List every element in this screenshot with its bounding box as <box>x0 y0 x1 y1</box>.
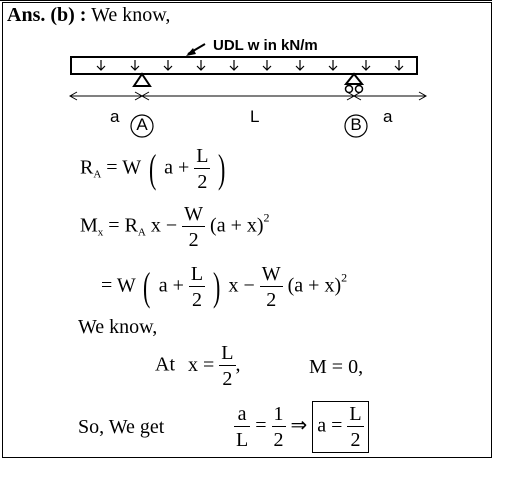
condition-frac-num: L <box>221 342 234 364</box>
mx-power: 2 <box>263 210 270 225</box>
mx-fraction <box>182 204 205 250</box>
final-answer-box <box>312 401 368 453</box>
condition-comma: , <box>235 353 241 376</box>
x-equals: x = <box>188 353 215 376</box>
line3-paren-term: (a + x) <box>287 274 342 297</box>
line3-frac2-den: 2 <box>266 289 277 311</box>
ra-symbol: R <box>80 156 94 179</box>
ra-equals: = W <box>106 156 141 179</box>
support-b-roller <box>346 74 362 84</box>
support-a-pin <box>134 74 150 86</box>
line3-frac1-num: L <box>190 263 204 285</box>
ra-frac-num: L <box>196 145 209 167</box>
condition-frac-den: 2 <box>222 368 233 390</box>
line3-fraction-2 <box>260 264 283 310</box>
box-a-equals: a = <box>317 414 343 437</box>
mx-equals: = R <box>108 214 138 237</box>
beam-diagram <box>0 0 525 150</box>
line3-frac1-den: 2 <box>192 289 203 311</box>
result-line <box>234 401 369 453</box>
mx-symbol: M <box>80 214 98 237</box>
line3-frac2-num: W <box>261 263 281 285</box>
condition-line <box>155 343 241 389</box>
ra-fraction <box>194 146 210 192</box>
equation-moment-x <box>80 204 270 250</box>
result-frac1-num: a <box>234 404 250 427</box>
result-frac2-num: 1 <box>273 403 284 425</box>
result-frac1-den: L <box>236 429 249 451</box>
result-fraction-half <box>272 404 286 450</box>
implies-arrow: ⇒ <box>290 414 308 437</box>
so-we-get-text: So, We get <box>78 416 165 438</box>
box-frac-num: L <box>349 403 362 425</box>
ra-a-plus: a + <box>164 156 190 179</box>
at-word: At <box>155 353 175 376</box>
mx-subscript: x <box>97 226 104 239</box>
ra-subscript: A <box>93 168 102 181</box>
mx-paren-term: (a + x) <box>210 214 264 237</box>
mx-frac-num: W <box>184 203 204 225</box>
support-b-label: B <box>350 115 362 134</box>
line3-a-plus: a + <box>158 274 184 297</box>
span-label-right: a <box>383 107 393 126</box>
ra-open-paren: ( <box>148 146 157 191</box>
beam <box>71 57 417 74</box>
roller-wheel-right <box>356 86 363 93</box>
roller-wheel-left <box>346 86 353 93</box>
span-label-left: a <box>110 107 120 126</box>
result-fraction-a-over-l <box>234 404 250 450</box>
line3-x-minus: x − <box>228 274 255 297</box>
mx-ra-subscript: A <box>137 226 146 239</box>
mx-frac-den: 2 <box>188 229 199 251</box>
result-frac2-den: 2 <box>273 429 284 451</box>
equation-reaction-a <box>80 146 229 192</box>
line3-close-paren: ) <box>213 264 221 309</box>
line3-power: 2 <box>341 270 348 285</box>
condition-fraction <box>219 343 235 389</box>
ra-frac-den: 2 <box>197 171 208 193</box>
result-equals: = <box>255 414 267 437</box>
answer-label: Ans. (b) : <box>7 4 87 26</box>
line3-equals-w: = W <box>101 274 136 297</box>
support-a-label: A <box>136 115 148 134</box>
equation-moment-expanded <box>101 264 347 310</box>
moment-zero: M = 0, <box>309 356 364 378</box>
mx-x-minus: x − <box>150 214 178 237</box>
intro-text: We know, <box>91 4 171 26</box>
span-label-middle: L <box>250 107 260 126</box>
line3-fraction-1 <box>189 264 205 310</box>
ra-close-paren: ) <box>218 146 226 191</box>
udl-label: UDL w in kN/m <box>213 37 318 54</box>
box-fraction <box>347 404 363 450</box>
line3-open-paren: ( <box>143 264 151 309</box>
we-know-text: We know, <box>78 316 158 338</box>
box-frac-den: 2 <box>350 429 361 451</box>
